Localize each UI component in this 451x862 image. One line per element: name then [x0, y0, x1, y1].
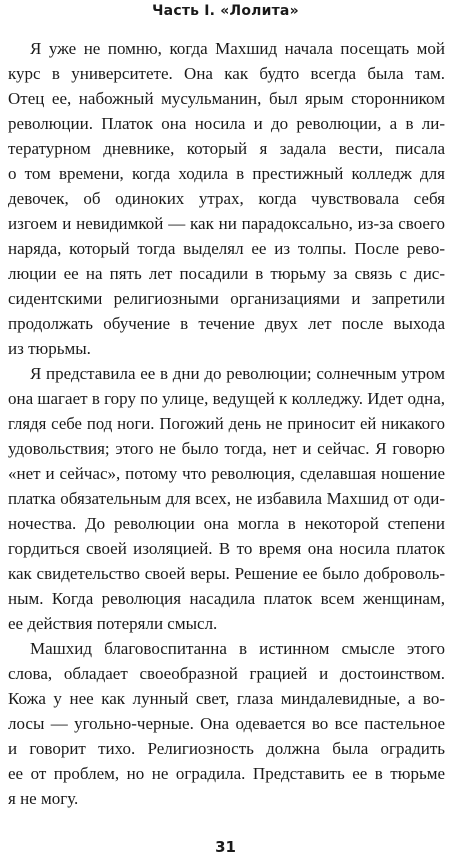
- text-line: ночества. До революции она могла в некоторой степени: [8, 514, 445, 533]
- text-line: и говорит тихо. Религиозность должна была оградить: [8, 739, 445, 758]
- text-line: слова, обладает своеобразной грацией и достоинством.: [8, 664, 445, 683]
- text-line: гордиться своей изоляцией. В то время она носила платок: [8, 539, 445, 558]
- text-line: платка обязательным для всех, не избавила Махшид от оди-: [8, 489, 445, 508]
- text-line: удовольствия; этого не было тогда, нет и сейчас. Я говорю: [8, 439, 445, 458]
- text-line: «нет и сейчас», потому что революция, сделавшая ношение: [8, 464, 445, 483]
- text-line: лосы — угольно-черные. Она одевается во все пастельное: [8, 714, 445, 733]
- text-line: она шагает в гору по улице, ведущей к колледжу. Идет одна,: [8, 389, 445, 408]
- text-line: Я представила ее в дни до революции; солнечным утром: [30, 364, 445, 383]
- text-line: ее от проблем, но не оградила. Представить ее в тюрьме: [8, 764, 445, 783]
- text-line: люции ее на пять лет посадили в тюрьму за связь с дис-: [8, 264, 445, 283]
- body-text: [8, 36, 445, 811]
- text-line: о том времени, когда ходила в престижный колледж для: [8, 164, 445, 183]
- text-line: как свидетельство своей веры. Решение ее было доброволь-: [8, 564, 445, 583]
- text-line: глядя себе под ноги. Погожий день не приносит ей никакого: [8, 414, 445, 433]
- text-line: курс в университете. Она как будто всегда была там.: [8, 64, 445, 83]
- text-line: тературном дневнике, который я задала вести, писала: [8, 139, 445, 158]
- text-line: продолжать обучение в течение двух лет после выхода: [8, 314, 445, 333]
- text-line: наряда, который тогда выделял ее из толпы. После рево-: [8, 239, 445, 258]
- text-line: я не могу.: [8, 789, 79, 808]
- page-number: 31: [215, 838, 236, 856]
- text-line: девочек, об одиноких утрах, когда чувствовала себя: [8, 189, 445, 208]
- text-line: изгоем и невидимкой — как ни парадоксально, из-за своего: [8, 214, 445, 233]
- text-line: ным. Когда революция насадила платок всем женщинам,: [8, 589, 445, 608]
- paragraph: [8, 636, 445, 811]
- text-line: Я уже не помню, когда Махшид начала посещать мой: [30, 39, 445, 58]
- text-line: революции. Платок она носила и до революции, а в ли-: [8, 114, 445, 133]
- paragraph: [8, 361, 445, 636]
- paragraph: [8, 36, 445, 361]
- text-line: Кожа у нее как лунный свет, глаза миндалевидные, а во-: [8, 689, 445, 708]
- text-line: Отец ее, набожный мусульманин, был ярым сторонником: [8, 89, 445, 108]
- text-line: из тюрьмы.: [8, 339, 91, 358]
- text-line: Машхид благовоспитанна в истинном смысле этого: [30, 639, 445, 658]
- text-line: ее действия потеряли смысл.: [8, 614, 218, 633]
- text-line: сидентскими религиозными организациями и запретили: [8, 289, 445, 308]
- running-head: Часть I. «Лолита»: [152, 3, 299, 19]
